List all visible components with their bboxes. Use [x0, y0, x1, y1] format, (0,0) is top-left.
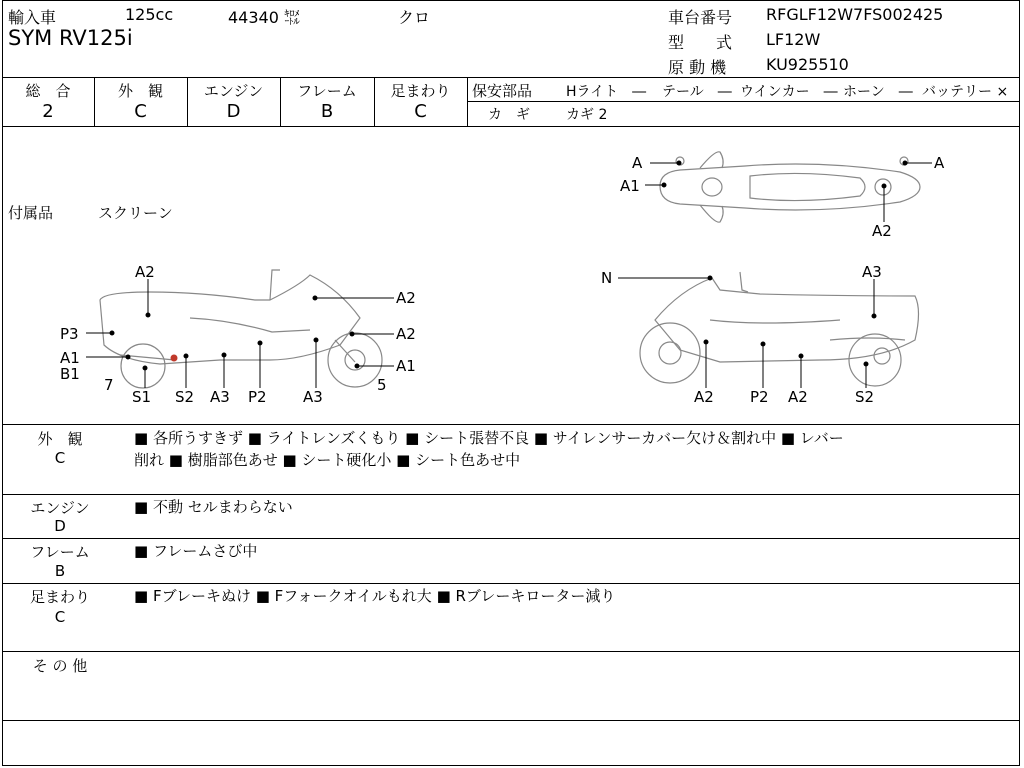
diagram-label: A3 — [862, 263, 882, 281]
remark-text-engine: ■ 不動 セルまわらない — [134, 498, 293, 516]
diagram-label: S2 — [855, 388, 875, 406]
remark-text-frame: ■ フレームさび中 — [134, 542, 258, 560]
accessories-label: 付属品 — [8, 204, 54, 222]
frame-no: RFGLF12W7FS002425 — [766, 5, 944, 24]
damage-diagram — [0, 126, 1024, 424]
model-name: SYM RV125i — [8, 26, 133, 50]
divider — [2, 424, 1020, 425]
grade-value-frame: B — [320, 101, 334, 122]
key-label: カ ギ — [488, 107, 530, 123]
divider — [2, 720, 1020, 721]
remark-grade-frame: B — [54, 562, 66, 580]
remark-text-exterior — [134, 427, 844, 471]
safety-item-headlight: Hライト ― — [566, 84, 647, 100]
frame-no-label: 車台番号 — [668, 8, 733, 27]
diagram-label: A1 — [620, 177, 640, 195]
grade-value-overall: 2 — [42, 101, 54, 122]
diagram-label: A2 — [788, 388, 808, 406]
grade-value-suspension: C — [414, 101, 427, 122]
divider — [467, 77, 468, 126]
diagram-label: A — [934, 154, 945, 172]
diagram-label: A2 — [396, 289, 416, 307]
diagram-label: A2 — [396, 325, 416, 343]
color: クロ — [398, 8, 431, 27]
safety-label: 保安部品 — [472, 82, 533, 100]
scooter-top-view — [660, 152, 920, 222]
engine-value: KU925510 — [766, 55, 849, 74]
leader-lines — [86, 161, 932, 388]
accessories-value: スクリーン — [98, 204, 173, 222]
remark-text-suspension: ■ Fブレーキぬけ ■ Fフォークオイルもれ大 ■ Rブレーキローター減り — [134, 587, 616, 605]
scooter-left-view — [100, 270, 382, 388]
diagram-label: A3 — [210, 388, 230, 406]
engine-label: 原 動 機 — [668, 58, 727, 77]
remark-line: 削れ ■ 樹脂部色あせ ■ シート硬化小 ■ シート色あせ中 — [134, 451, 521, 469]
remark-grade-exterior: C — [54, 449, 66, 467]
remark-grade-suspension: C — [54, 608, 66, 626]
diagram-label: 7 — [104, 376, 114, 394]
divider — [467, 101, 1020, 102]
mileage: 44340 ㌖ — [228, 8, 300, 27]
diagram-label: A1 — [396, 357, 416, 375]
type-label: 型 式 — [668, 33, 733, 52]
divider — [2, 583, 1020, 584]
safety-item-tail: テール ― — [662, 84, 732, 100]
key-value: カギ 2 — [566, 107, 608, 123]
diagram-label: S2 — [175, 388, 195, 406]
diagram-label: 5 — [377, 376, 387, 394]
grade-label-exterior: 外 観 — [117, 82, 163, 100]
diagram-label: A — [632, 154, 643, 172]
divider — [2, 494, 1020, 495]
grade-label-engine: エンジン — [203, 82, 264, 100]
diagram-label: A2 — [135, 263, 155, 281]
remark-category-suspension: 足まわり — [29, 588, 90, 606]
import-label: 輸入車 — [8, 8, 57, 27]
remark-category-frame: フレーム — [30, 543, 90, 561]
diagram-label: A2 — [694, 388, 714, 406]
diagram-label: P2 — [750, 388, 769, 406]
grade-label-frame: フレーム — [297, 82, 357, 100]
divider — [2, 651, 1020, 652]
divider — [2, 77, 1020, 78]
diagram-label: A2 — [872, 222, 892, 240]
remark-grade-engine: D — [54, 517, 66, 535]
diagram-label: A3 — [303, 388, 323, 406]
diagram-label: P2 — [248, 388, 267, 406]
safety-item-horn: ホーン ― — [843, 84, 913, 100]
damage-marker — [171, 355, 178, 362]
type-value: LF12W — [766, 30, 821, 49]
remark-category-exterior: 外 観 — [37, 430, 83, 448]
grade-label-suspension: 足まわり — [390, 82, 451, 100]
displacement: 125cc — [125, 5, 174, 24]
diagram-label: A1 — [60, 349, 80, 367]
diagram-label: S1 — [132, 388, 152, 406]
safety-item-winker: ウインカー ― — [740, 84, 838, 100]
grade-value-exterior: C — [134, 101, 147, 122]
safety-item-battery: バッテリー × — [922, 84, 1009, 100]
diagram-label: N — [601, 269, 613, 287]
grade-value-engine: D — [226, 101, 241, 122]
grade-label-overall: 総 合 — [25, 82, 71, 100]
divider — [2, 538, 1020, 539]
diagram-label: B1 — [60, 365, 80, 383]
remark-category-other: そ の 他 — [32, 657, 88, 675]
diagram-label: P3 — [60, 325, 79, 343]
remark-line: ■ 各所うすきず ■ ライトレンズくもり ■ シート張替不良 ■ サイレンサーカバー欠け＆割れ中 ■ レバー — [134, 429, 844, 447]
remark-category-engine: エンジン — [30, 499, 90, 517]
scooter-right-view — [640, 272, 919, 386]
